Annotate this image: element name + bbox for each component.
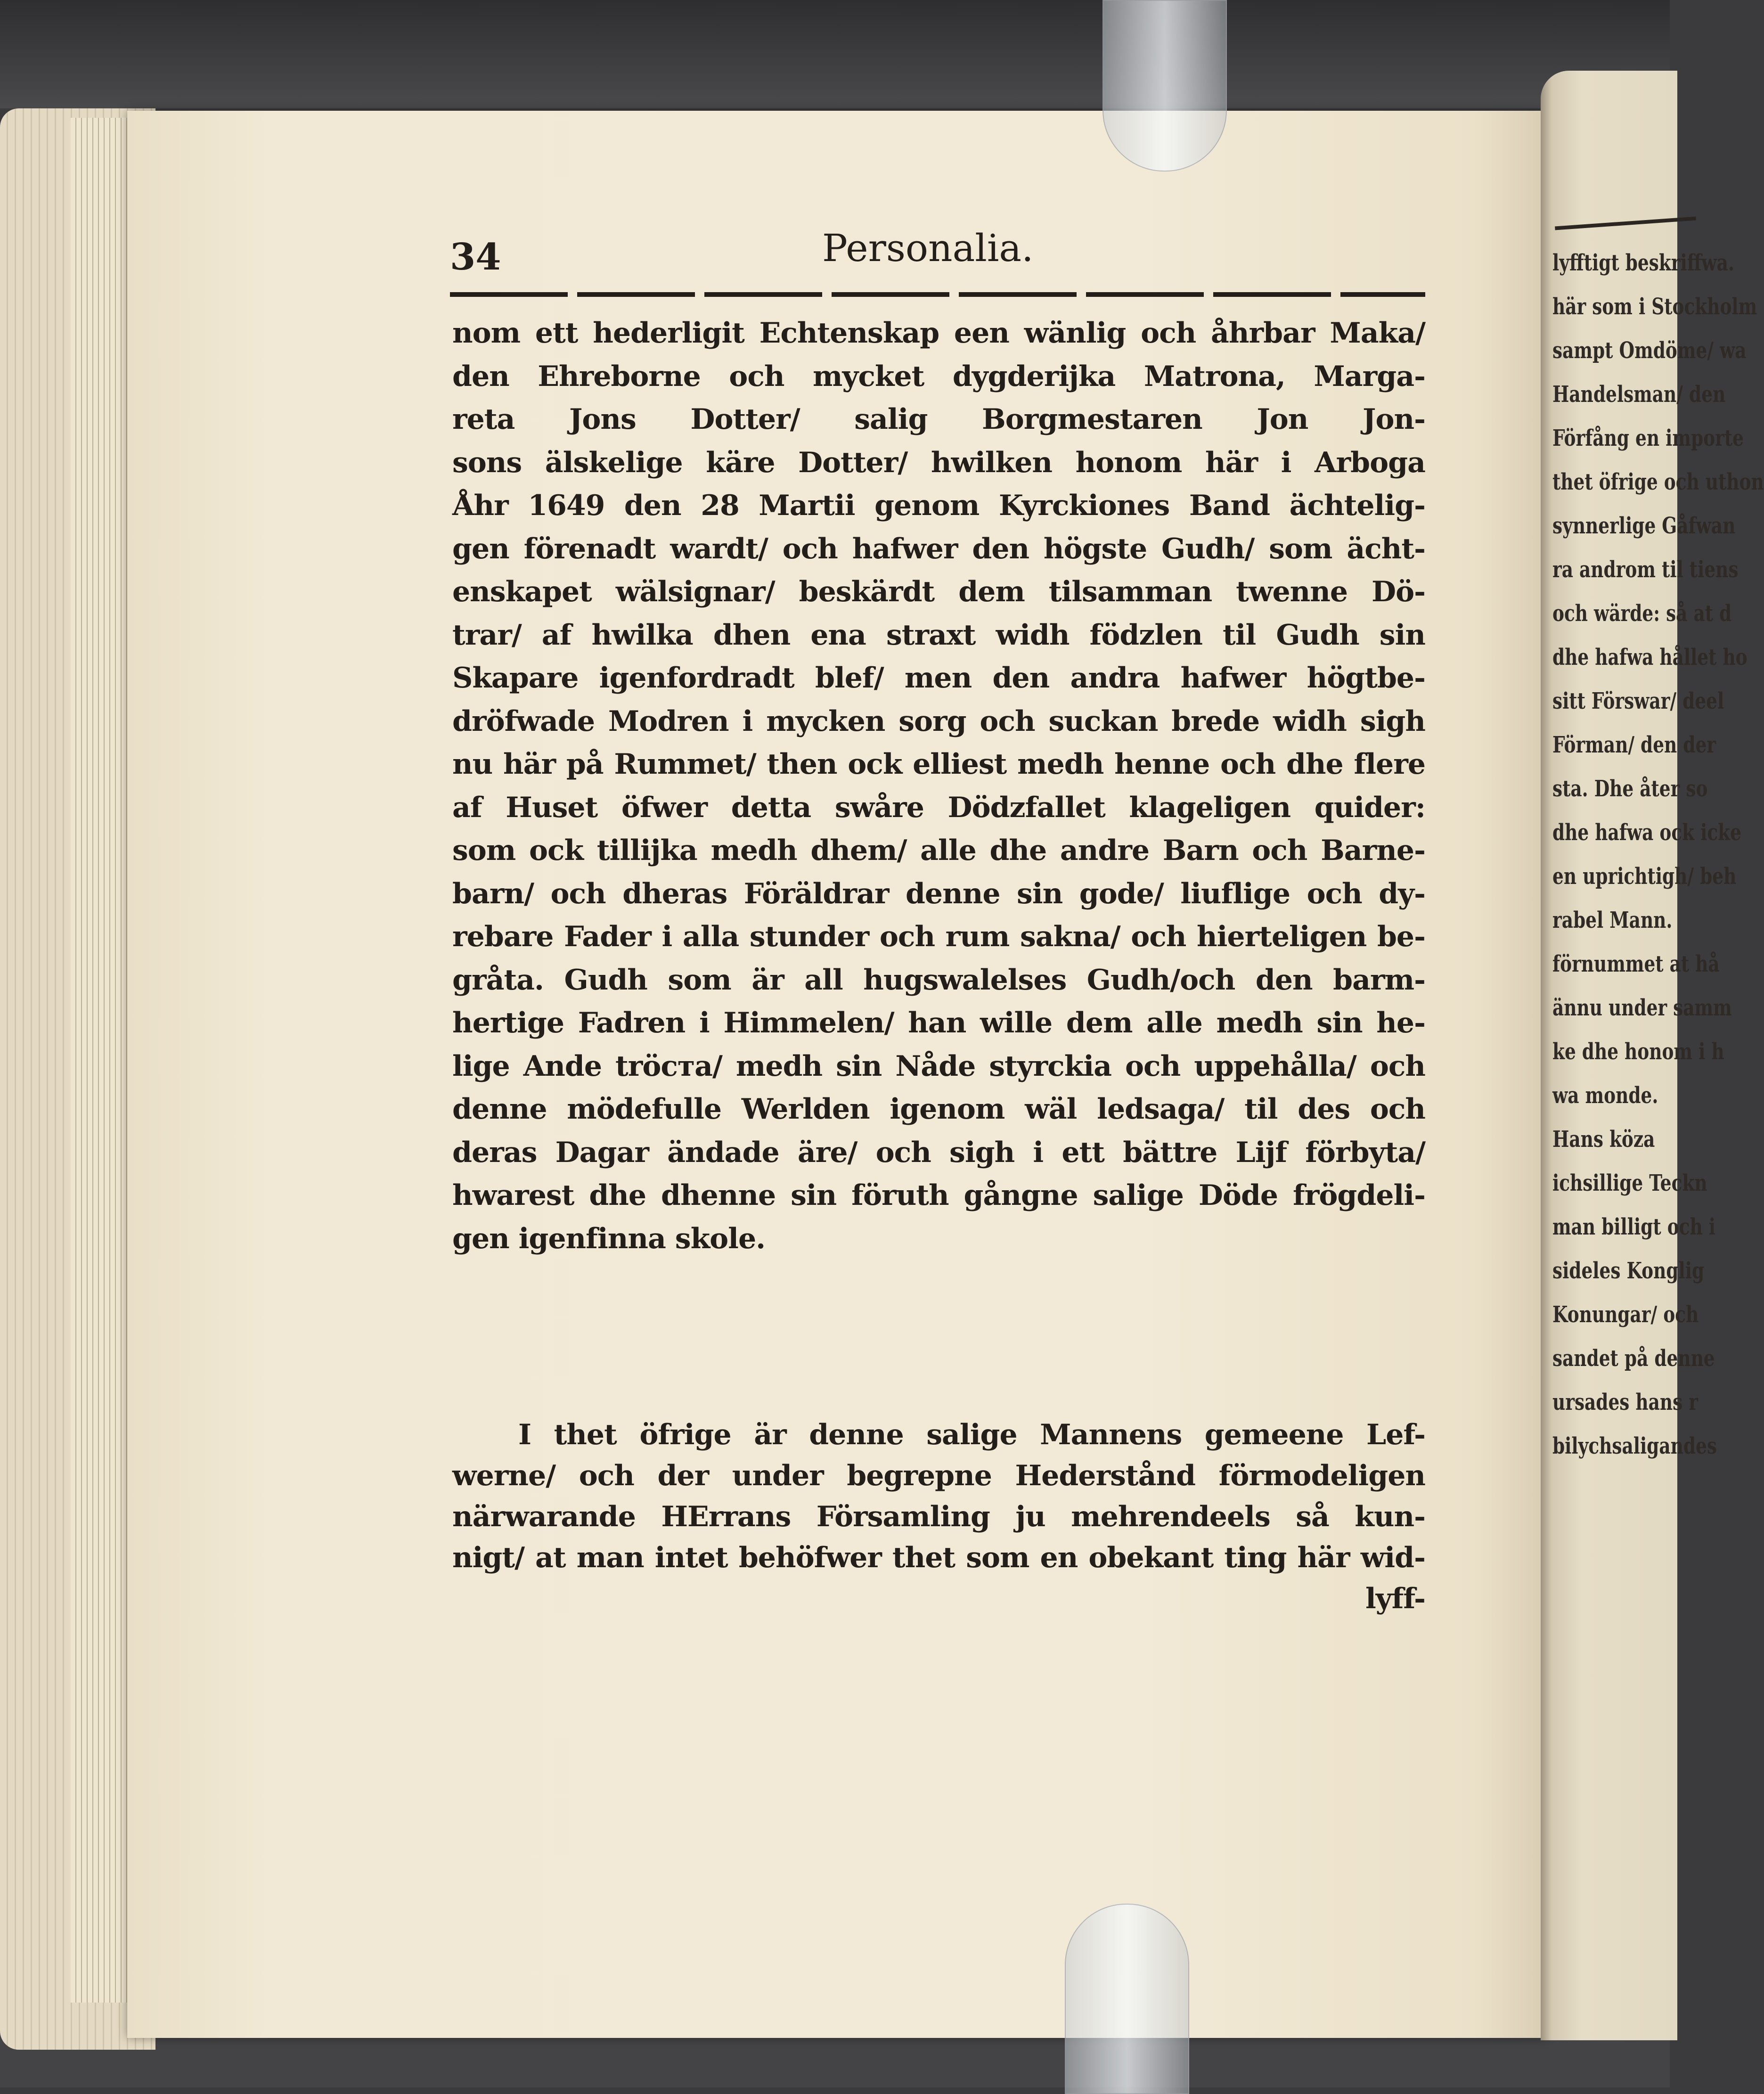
running-title: Personalia.: [822, 226, 1034, 270]
facing-text-line: bilychsaligandes: [1552, 1433, 1717, 1459]
text-line: hertige Fadren i Himmelen/ han wille dem alle medh sin he-: [452, 1006, 1425, 1039]
text-line: som ock tillijka medh dhem/ alle dhe andre Barn och Barne-: [452, 834, 1425, 867]
facing-text-line: ursades hans r: [1552, 1389, 1698, 1415]
text-line: rebare Fader i alla stunder och rum sakna/ och hierteligen be-: [452, 920, 1425, 953]
page-number: 34: [450, 236, 501, 278]
facing-text-line: ichsillige Teckn: [1552, 1170, 1707, 1196]
facing-text-line: rabel Mann.: [1552, 907, 1673, 933]
text-line: lige Ande tröста/ medh sin Nåde styrckia och uppehålla/ och: [452, 1049, 1425, 1083]
facing-text-line: Konungar/ och: [1552, 1301, 1699, 1328]
page-edges: [71, 118, 132, 2003]
text-line: den Ehreborne och mycket dygderijka Matrona, Marga-: [452, 360, 1425, 393]
facing-text-line: sampt Omdöme/ wa: [1552, 337, 1747, 364]
text-line: gen förenadt wardt/ och hafwer den högste Gudh/ som ächt-: [452, 532, 1425, 565]
text-line: gen igenfinna skole.: [452, 1222, 766, 1255]
facing-text-line: en uprichtigh/ beh: [1552, 863, 1737, 890]
facing-text-line: dhe hafwa hållet ho: [1552, 644, 1748, 671]
text-line: trar/ af hwilka dhen ena straxt widh födzlen til Gudh sin: [452, 618, 1425, 652]
text-line: enskapet wälsignar/ beskärdt dem tilsamman twenne Dö-: [452, 575, 1425, 608]
facing-text-line: sideles Konglig: [1552, 1258, 1705, 1284]
header-rule: [450, 292, 1425, 297]
catchword: lyff-: [1365, 1582, 1425, 1615]
facing-text-line: Hans köza: [1552, 1126, 1655, 1153]
facing-text-line: dhe hafwa ock icke: [1552, 819, 1741, 846]
text-line: nom ett hederligit Echtenskap een wänlig och åhrbar Maka/: [452, 317, 1425, 350]
facing-text-line: sandet på denne: [1552, 1345, 1715, 1372]
facing-text-line: Förman/ den der: [1552, 732, 1716, 758]
text-line: sons älskelige käre Dotter/ hwilken honom här i Arboga: [452, 446, 1425, 479]
facing-text-line: synnerlige Gåfwan: [1552, 513, 1736, 539]
facing-text-line: lyfftigt beskriffwa.: [1552, 250, 1734, 276]
text-line: hwarest dhe dhenne sin föruth gångne salige Döde frögdeli-: [452, 1179, 1425, 1212]
book-cradle-top: [0, 0, 1670, 108]
text-line: I thet öfrige är denne salige Mannens gemeene Lef-: [518, 1418, 1425, 1451]
facing-text-line: Förfång en importe: [1552, 425, 1744, 451]
facing-text-line: thet öfrige och uthon: [1552, 469, 1764, 495]
facing-page: [1541, 71, 1764, 2040]
text-line: dröfwade Modren i mycken sorg och suckan brede widh sigh: [452, 704, 1425, 738]
page-clip-bottom: [1065, 1904, 1189, 2094]
text-line: gråta. Gudh som är all hugswalelses Gudh/och den barm-: [452, 963, 1425, 997]
facing-text-line: ännu under samm: [1552, 995, 1732, 1021]
text-line: nigt/ at man intet behöfwer thet som en obekant ting här wid-: [452, 1541, 1425, 1574]
facing-text-line: ke dhe honom i h: [1552, 1039, 1724, 1065]
text-line: deras Dagar ändade äre/ och sigh i ett bättre Lijf förbyta/: [452, 1136, 1425, 1169]
text-line: barn/ och dheras Föräldrar denne sin gode/ liuflige och dy-: [452, 877, 1425, 910]
text-line: af Huset öfwer detta swåre Dödzfallet klageligen quider:: [452, 791, 1425, 824]
facing-text-line: och wärde: så at d: [1552, 600, 1732, 627]
text-line: närwarande HErrans Församling ju mehrendeels så kun-: [452, 1500, 1425, 1533]
facing-text-line: förnummet at hå: [1552, 951, 1720, 977]
text-line: Skapare igenfordradt blef/ men den andra hafwer högtbe-: [452, 662, 1425, 695]
text-line: Åhr 1649 den 28 Martii genom Kyrckiones Band ächtelig-: [452, 489, 1425, 522]
text-line: reta Jons Dotter/ salig Borgmestaren Jon Jon-: [452, 403, 1425, 436]
facing-text-line: ra androm til tiens: [1552, 556, 1739, 583]
facing-text-line: wa monde.: [1552, 1082, 1658, 1109]
text-line: werne/ och der under begrepne Hederstånd förmodeligen: [452, 1459, 1425, 1492]
facing-page-rule: [1555, 217, 1696, 230]
facing-text-line: sitt Förswar/ deel: [1552, 688, 1724, 714]
facing-text-line: här som i Stockholm: [1552, 294, 1757, 320]
facing-text-line: sta. Dhe åter so: [1552, 776, 1708, 802]
facing-text-line: man billigt och i: [1552, 1214, 1715, 1240]
text-line: denne mödefulle Werlden igenom wäl ledsaga/ til des och: [452, 1093, 1425, 1126]
page-clip-top: [1102, 0, 1227, 172]
text-line: nu här på Rummet/ then ock elliest medh henne och dhe flere: [452, 748, 1425, 781]
facing-text-line: Handelsman/ den: [1552, 381, 1726, 408]
